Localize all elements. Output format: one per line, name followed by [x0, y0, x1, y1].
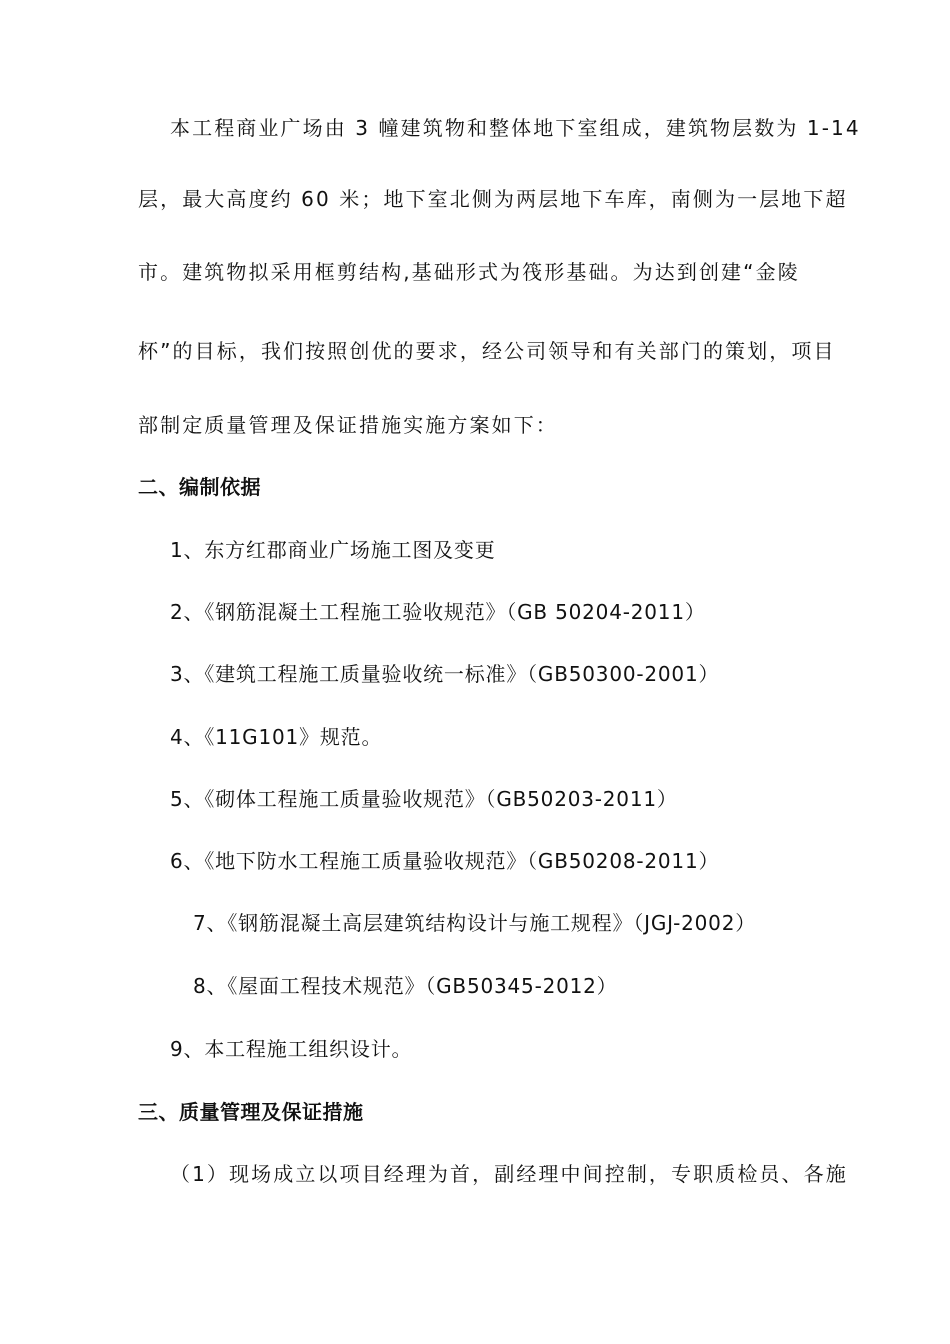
basis-item-1: 1、东方红郡商业广场施工图及变更: [170, 538, 496, 562]
intro-line-4: 杯”的目标，我们按照创优的要求，经公司领导和有关部门的策划，项目: [138, 339, 836, 363]
basis-item-4: 4、《11G101》规范。: [170, 725, 383, 749]
basis-item-9: 9、本工程施工组织设计。: [170, 1037, 413, 1061]
intro-line-5: 部制定质量管理及保证措施实施方案如下：: [138, 413, 558, 437]
section-2-heading: 二、编制依据: [138, 475, 261, 499]
basis-item-7: 7、《钢筋混凝土高层建筑结构设计与施工规程》（JGJ-2002）: [193, 911, 757, 935]
basis-item-5: 5、《砌体工程施工质量验收规范》（GB50203-2011）: [170, 787, 678, 811]
section-3-heading: 三、质量管理及保证措施: [138, 1100, 364, 1124]
intro-line-1: 本工程商业广场由 3 幢建筑物和整体地下室组成，建筑物层数为 1-14: [170, 116, 861, 140]
basis-item-3: 3、《建筑工程施工质量验收统一标准》（GB50300-2001）: [170, 662, 720, 686]
section-3-paragraph-line: （1）现场成立以项目经理为首，副经理中间控制，专职质检员、各施: [170, 1162, 848, 1186]
intro-line-2: 层，最大高度约 60 米；地下室北侧为两层地下车库，南侧为一层地下超: [138, 187, 848, 211]
intro-line-3: 市。建筑物拟采用框剪结构,基础形式为筏形基础。为达到创建“金陵: [138, 260, 800, 284]
basis-item-2: 2、《钢筋混凝土工程施工验收规范》（GB 50204-2011）: [170, 600, 706, 624]
basis-item-8: 8、《屋面工程技术规范》（GB50345-2012）: [193, 974, 618, 998]
basis-item-6: 6、《地下防水工程施工质量验收规范》（GB50208-2011）: [170, 849, 720, 873]
